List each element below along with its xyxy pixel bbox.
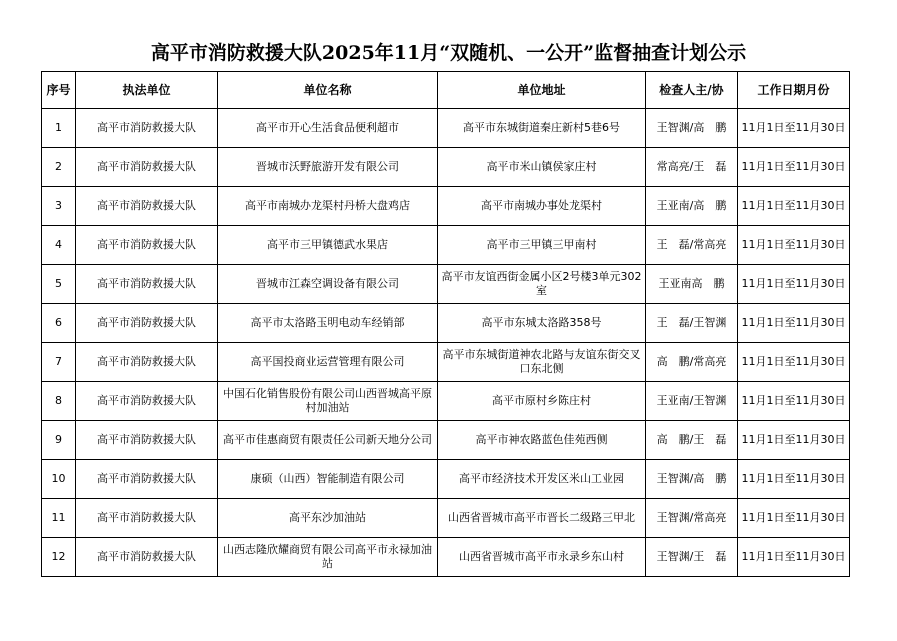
table-row [42,265,850,304]
header-inspector: 检查人主/协 [646,72,738,109]
cell-address: 高平市南城办事处龙渠村 [438,187,646,226]
cell-address: 高平市友谊西街金属小区2号楼3单元302室 [438,265,646,304]
cell-date: 11月1日至11月30日 [738,226,850,265]
cell-address: 高平市三甲镇三甲南村 [438,226,646,265]
header-unit: 执法单位 [76,72,218,109]
cell-date: 11月1日至11月30日 [738,265,850,304]
header-address: 单位地址 [438,72,646,109]
cell-date: 11月1日至11月30日 [738,148,850,187]
cell-no: 3 [42,187,76,226]
table-row [42,304,850,343]
cell-unit: 高平市消防救援大队 [76,109,218,148]
header-date: 工作日期月份 [738,72,850,109]
cell-name: 高平市佳惠商贸有限责任公司新天地分公司 [218,421,438,460]
cell-name: 中国石化销售股份有限公司山西晋城高平原村加油站 [218,382,438,421]
cell-date: 11月1日至11月30日 [738,304,850,343]
cell-no: 11 [42,499,76,538]
cell-address: 高平市东城太洛路358号 [438,304,646,343]
cell-date: 11月1日至11月30日 [738,109,850,148]
cell-name: 高平市开心生活食品便利超市 [218,109,438,148]
cell-name: 晋城市江森空调设备有限公司 [218,265,438,304]
cell-no: 12 [42,538,76,577]
table-row [42,109,850,148]
cell-address: 山西省晋城市高平市晋长二级路三甲北 [438,499,646,538]
cell-no: 6 [42,304,76,343]
table-row [42,538,850,577]
table-row [42,382,850,421]
cell-no: 2 [42,148,76,187]
cell-name: 高平东沙加油站 [218,499,438,538]
table-row [42,187,850,226]
cell-address: 高平市原村乡陈庄村 [438,382,646,421]
cell-date: 11月1日至11月30日 [738,499,850,538]
cell-name: 高平市三甲镇德武水果店 [218,226,438,265]
cell-date: 11月1日至11月30日 [738,382,850,421]
cell-address: 高平市神农路蓝色佳苑西侧 [438,421,646,460]
cell-inspector: 王智渊/高 鹏 [646,109,738,148]
cell-unit: 高平市消防救援大队 [76,304,218,343]
cell-inspector: 王亚南/王智渊 [646,382,738,421]
cell-address: 高平市米山镇侯家庄村 [438,148,646,187]
cell-no: 10 [42,460,76,499]
cell-name: 晋城市沃野旅游开发有限公司 [218,148,438,187]
table-row [42,226,850,265]
table-row [42,421,850,460]
cell-date: 11月1日至11月30日 [738,538,850,577]
cell-no: 8 [42,382,76,421]
table-row [42,460,850,499]
page-title: 高平市消防救援大队2025年11月“双随机、一公开”监督抽查计划公示 [150,42,747,64]
cell-date: 11月1日至11月30日 [738,460,850,499]
cell-inspector: 王智渊/王 磊 [646,538,738,577]
cell-no: 7 [42,343,76,382]
cell-unit: 高平市消防救援大队 [76,382,218,421]
cell-address: 高平市经济技术开发区米山工业园 [438,460,646,499]
cell-unit: 高平市消防救援大队 [76,421,218,460]
cell-no: 5 [42,265,76,304]
cell-date: 11月1日至11月30日 [738,421,850,460]
table-row [42,148,850,187]
cell-unit: 高平市消防救援大队 [76,148,218,187]
cell-inspector: 王 磊/常高亮 [646,226,738,265]
cell-inspector: 高 鹏/常高亮 [646,343,738,382]
cell-address: 高平市东城街道秦庄新村5巷6号 [438,109,646,148]
header-no: 序号 [42,72,76,109]
cell-name: 高平市太洛路玉明电动车经销部 [218,304,438,343]
cell-date: 11月1日至11月30日 [738,187,850,226]
cell-inspector: 王 磊/王智渊 [646,304,738,343]
cell-unit: 高平市消防救援大队 [76,226,218,265]
cell-no: 9 [42,421,76,460]
cell-name: 高平市南城办龙渠村丹桥大盘鸡店 [218,187,438,226]
cell-inspector: 常高亮/王 磊 [646,148,738,187]
table-row [42,499,850,538]
cell-address: 山西省晋城市高平市永录乡东山村 [438,538,646,577]
cell-address: 高平市东城街道神农北路与友谊东街交叉口东北侧 [438,343,646,382]
cell-inspector: 王智渊/常高亮 [646,499,738,538]
header-name: 单位名称 [218,72,438,109]
cell-inspector: 王亚南高 鹏 [646,265,738,304]
cell-unit: 高平市消防救援大队 [76,265,218,304]
cell-unit: 高平市消防救援大队 [76,538,218,577]
cell-inspector: 高 鹏/王 磊 [646,421,738,460]
cell-unit: 高平市消防救援大队 [76,499,218,538]
cell-unit: 高平市消防救援大队 [76,343,218,382]
cell-unit: 高平市消防救援大队 [76,187,218,226]
cell-inspector: 王智渊/高 鹏 [646,460,738,499]
table-header-row [42,72,850,109]
cell-name: 山西志隆欣耀商贸有限公司高平市永禄加油站 [218,538,438,577]
cell-no: 1 [42,109,76,148]
cell-name: 高平国投商业运营管理有限公司 [218,343,438,382]
cell-unit: 高平市消防救援大队 [76,460,218,499]
cell-date: 11月1日至11月30日 [738,343,850,382]
inspection-plan-table [41,71,850,577]
cell-inspector: 王亚南/高 鹏 [646,187,738,226]
cell-no: 4 [42,226,76,265]
table-row [42,343,850,382]
cell-name: 康硕（山西）智能制造有限公司 [218,460,438,499]
